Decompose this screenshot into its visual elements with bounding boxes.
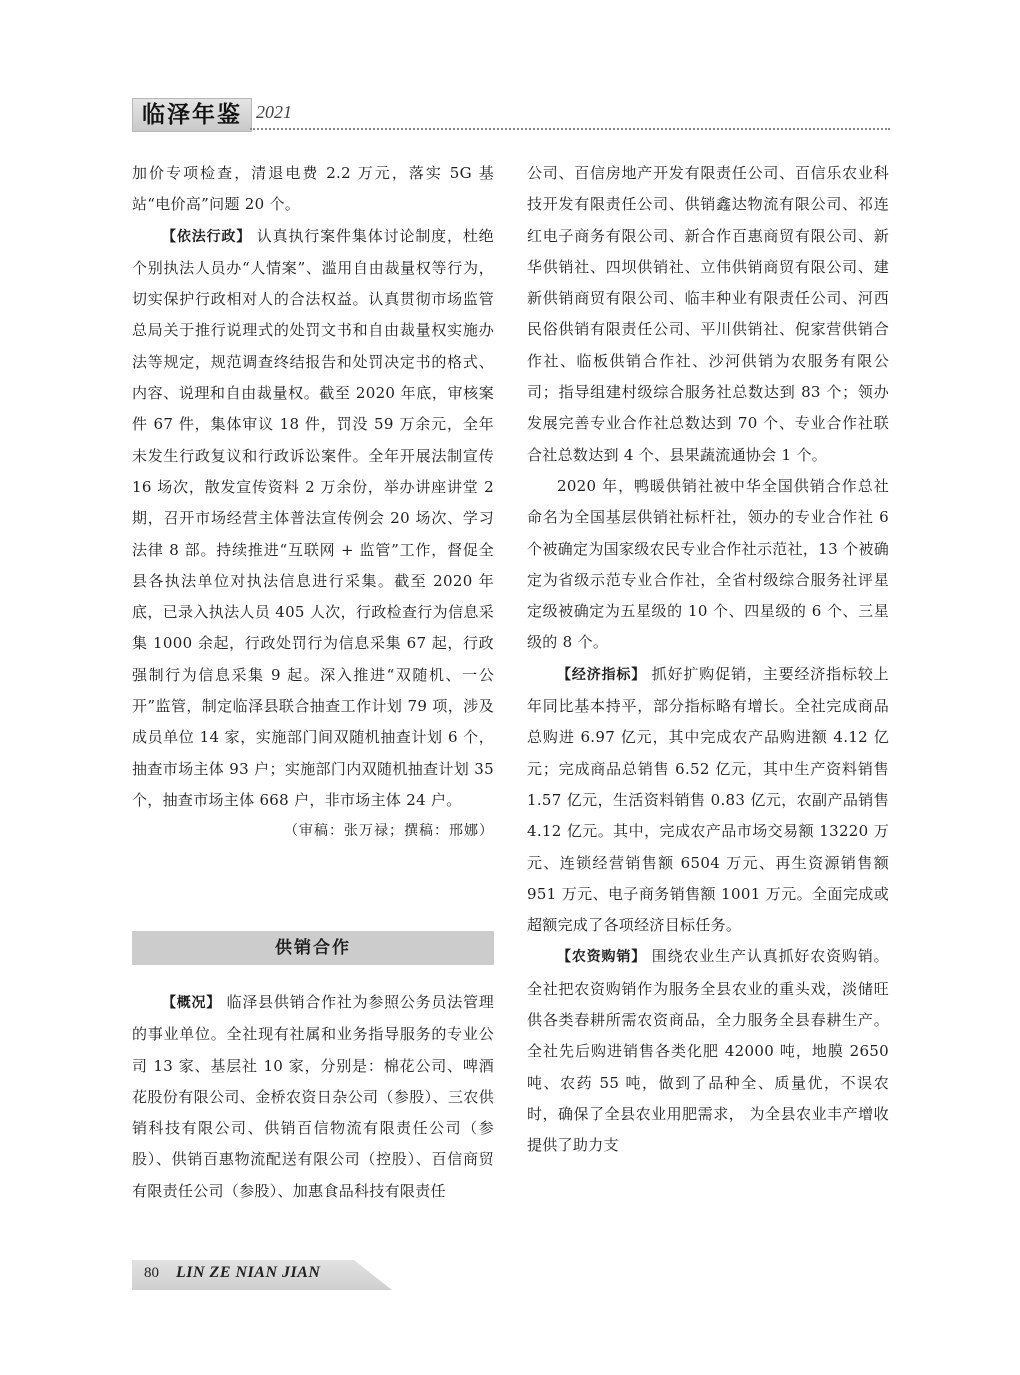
paragraph-body-law: 认真执行案件集体讨论制度，杜绝个别执法人员办“人情案”、滥用自由裁量权等行为，切实保护行政相对人的合法权益。认真贯彻市场监管总局关于推行说理式的处罚文书和自由裁量权实施办法等规定，规范调查终结报告和处罚决定书的格式、内容、说理和自由裁量权。截至 2020 年底，审核案件 67 件，集体审议 18 件，罚没 59 万余元，全年未发生行政复议和行政诉讼案件。全年开展法制宣传 16 场次，散发宣传资料 2 万余份，举办讲座讲堂 2 期，召开市场经营主体普法宣传例会 20 场次、学习法律 8 部。持续推进“互联网 + 监管”工作，督促全县各执法单位对执法信息进行采集。截至 2020 年底，已录入执法人员 405 人次，行政检查行为信息采集 1000 余起，行政处罚行为信息采集 67 起，行政强制行为信息采集 9 起。深入推进“双随机、一公开”监管，制定临泽县联合抽查工作计划 79 项，涉及成员单位 14 家，实施部门间双随机抽查计划 6 个，抽查市场主体 93 户；实施部门内双随机抽查计划 35 个，抽查市场主体 668 户，非市场主体 24 户。 (132, 226, 494, 809)
paragraph-law-enforcement (132, 221, 494, 817)
paragraph-2020-honors: 2020 年，鸭暖供销社被中华全国供销合作总社命名为全国基层供销社标杆社，领办的专业合作社 6 个被确定为国家级农民专业合作社示范社，13 个被确定为省级示范专业合作社，全省村级综合服务社评星定级被确定为五星级的 10 个、四星级的 6 个、三星级的 8 个。 (527, 476, 889, 652)
section-title: 供销合作 (275, 938, 351, 958)
page-number: 80 (144, 1265, 159, 1281)
header-divider (250, 128, 890, 130)
header-logo-box (132, 98, 252, 132)
paragraph-lead-agri: 【农资购销】 (557, 949, 647, 966)
page-footer (132, 1260, 392, 1290)
paragraph-economic-indicators (527, 659, 889, 942)
paragraph-lead-economic: 【经济指标】 (557, 666, 647, 683)
paragraph-lead-law: 【依法行政】 (162, 228, 252, 245)
footer-title: LIN ZE NIAN JIAN (176, 1264, 321, 1281)
editor-credit: （审稿：张万禄；撰稿：邢娜） (284, 823, 494, 840)
left-column (132, 158, 494, 847)
paragraph-electricity-check: 加价专项检查，清退电费 2.2 万元，落实 5G 基站“电价高”问题 20 个。 (132, 164, 494, 214)
paragraph-body-overview: 临泽县供销合作社为参照公务员法管理的事业单位。全社现有社属和业务指导服务的专业公司 13 家、基层社 10 家，分别是：棉花公司、啤酒花股份有限公司、金桥农资日杂公司（参股）、三农供销科技有限公司、供销百信物流有限责任公司（参股）、供销百惠物流配送有限公司（控股）、百信商贸有限责任公司（参股）、加惠食品科技有限责任 (132, 993, 495, 1200)
paragraph-company-list: 公司、百信房地产开发有限责任公司、百信乐农业科技开发有限责任公司、供销鑫达物流有限公司、祁连红电子商务有限公司、新合作百惠商贸有限公司、新华供销社、四坝供销社、立伟供销商贸有限公司、建新供销商贸有限公司、临丰种业有限责任公司、河西民俗供销有限责任公司、平川供销社、倪家营供销合作社、临板供销合作社、沙河供销为农服务有限公司；指导组建村级综合服务社总数达到 83 个；领办发展完善专业合作社总数达到 70 个、专业合作社联合社总数达到 4 个、县果蔬流通协会 1 个。 (527, 164, 889, 464)
right-column (527, 158, 889, 1162)
left-column-lower (132, 987, 494, 1207)
paragraph-body-economic: 抓好扩购促销，主要经济指标较上年同比基本持平，部分指标略有增长。全社完成商品总购进 6.97 亿元，其中完成农产品购进额 4.12 亿元；完成商品总销售 6.52 亿元，其中生产资料销售 1.57 亿元，生活资料销售 0.83 亿元，农副产品销售 4.12 亿元。其中，完成农产品市场交易额 13220 万元、连锁经营销售额 6504 万元、再生资源销售额 951 万元、电子商务销售额 1001 万元。全面完成或超额完成了各项经济目标任务。 (527, 664, 889, 935)
section-heading (132, 931, 494, 965)
paragraph-lead-overview: 【概况】 (162, 995, 222, 1011)
paragraph-overview (132, 987, 494, 1207)
header-year: 2021 (256, 102, 292, 122)
paragraph-body-agri: 围绕农业生产认真抓好农资购销。全社把农资购销作为服务全县农业的重头戏，淡储旺供各类春耕所需农资商品，全力服务全县春耕生产。全社先后购进销售各类化肥 42000 吨，地膜 2650 吨、农药 55 吨，做到了品种全、质量优，不误农时，确保了全县农业用肥需求， 为全县农业丰产增收提供了助力支 (527, 947, 889, 1155)
page-header (132, 98, 890, 134)
yearbook-logo: 临泽年鉴 (142, 102, 242, 128)
paragraph-agri-supplies (527, 941, 889, 1161)
